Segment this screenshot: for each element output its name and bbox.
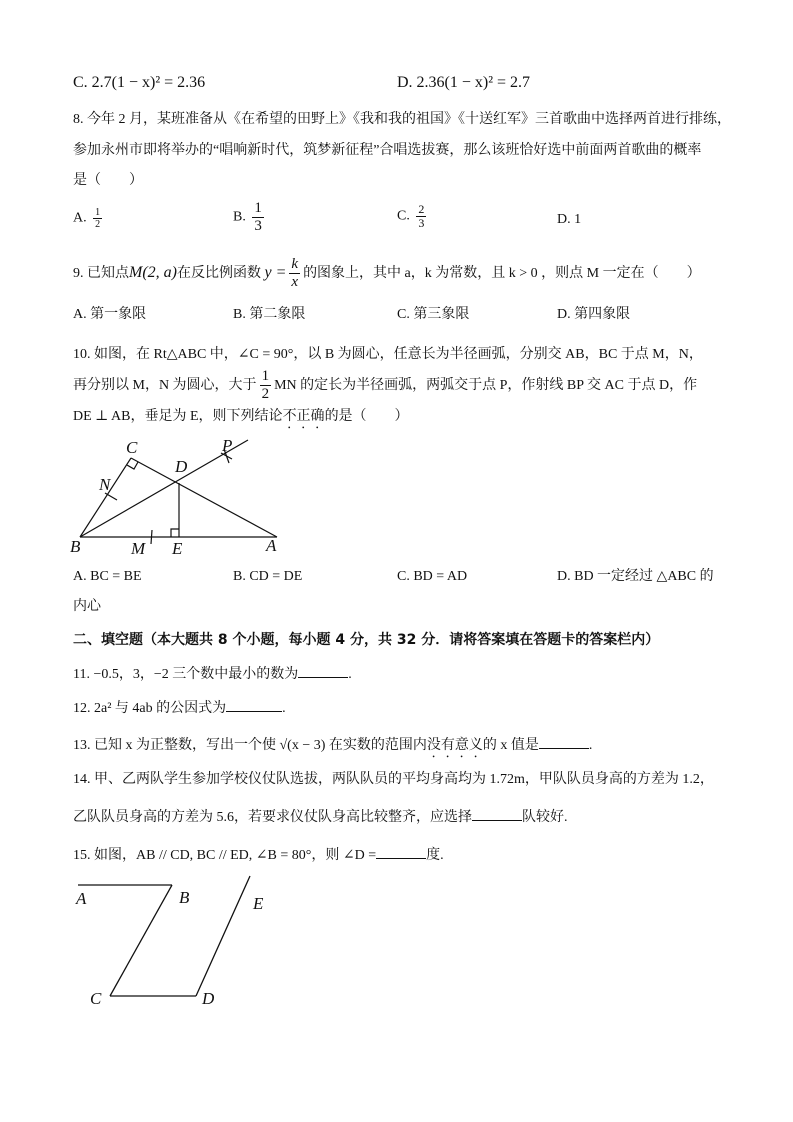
q10-option-d-continued: 内心 [73, 599, 101, 614]
q13-text: 的 x 值是 [482, 738, 539, 753]
q9-function: y = [264, 264, 287, 281]
q10-option-c: C. BD = AD [397, 569, 468, 584]
numerator: 1 [261, 368, 270, 385]
arc-mark-m [151, 530, 152, 544]
numerator: 1 [254, 200, 262, 216]
q9-option-a: A. 第一象限 [73, 307, 147, 322]
q9-option-c: C. 第三象限 [397, 307, 470, 322]
label-b: B [179, 888, 190, 907]
q10-line1: 10. 如图，在 Rt△ABC 中，∠C = 90°，以 B 为圆心，任意长为半径画弧，分别交 AB，BC 于点 M，N， [73, 347, 703, 362]
q14-text: 乙队队员身高的方差为 5.6，若要求仪仗队身高比较整齐，应选择 [73, 810, 472, 825]
label-a: A [76, 889, 87, 908]
section-heading: 二、填空题（本大题共 8 个小题，每小题 4 分，共 32 分．请将答案填在答题卡的答案栏内） [73, 632, 660, 648]
q7-option-d: D. 2.36(1 − x)² = 2.7 [397, 74, 531, 91]
answer-blank[interactable] [298, 663, 348, 678]
denominator: 2 [261, 386, 270, 403]
option-label: B. [233, 209, 246, 225]
q9-text: 9. 已知点 [73, 266, 129, 281]
q9-option-b: B. 第二象限 [233, 307, 306, 322]
q14-line1: 14. 甲、乙两队学生参加学校仪仗队选拔，两队队员的平均身高均为 1.72m，甲队队员身高的方差为 1.2， [73, 772, 714, 787]
q10-emphasis: 不正确 [282, 409, 325, 424]
q8-line2: 参加永州市即将举办的“唱响新时代，筑梦新征程”合唱选拔赛，那么该班恰好选中前面两首歌曲的概率 [73, 143, 702, 158]
label-p: P [222, 436, 233, 455]
q10-option-d: D. BD 一定经过 △ABC 的 [557, 569, 714, 584]
denominator: x [291, 274, 299, 291]
numerator: 1 [95, 207, 101, 218]
q10-text: MN 的定长为半径画弧，两弧交于点 P，作射线 BP 交 AC 于点 D，作 [274, 378, 698, 393]
q10-text: 的是（ ） [324, 409, 409, 424]
q9-point: M(2, a) [129, 264, 177, 281]
q11-text: 11. −0.5，3，−2 三个数中最小的数为 [73, 667, 299, 682]
q8-line3: 是（ ） [73, 173, 143, 188]
q10-option-b: B. CD = DE [233, 569, 303, 584]
q10-text: DE ⊥ AB，垂足为 E，则下列结论 [73, 409, 283, 424]
label-d: D [175, 457, 188, 476]
right-angle-e [171, 529, 179, 537]
label-b: B [70, 537, 81, 556]
q15-text: 15. 如图，AB // CD, BC // ED, ∠B = 80°，则 ∠D = [73, 848, 377, 863]
denominator: 3 [418, 216, 425, 230]
q12 [73, 697, 286, 718]
parallel-figure [78, 876, 250, 996]
segment-bc [80, 458, 131, 537]
denominator: 2 [95, 219, 101, 230]
q13-emphasis: 没有意义 [426, 738, 483, 753]
segment-ca [131, 458, 277, 537]
q10-text: 再分别以 M，N 为圆心，大于 [73, 378, 257, 393]
label-c: C [90, 989, 102, 1008]
q12-text: 12. 2a² 与 4ab 的公因式为 [73, 701, 227, 716]
option-label: C. [397, 208, 410, 224]
answer-blank[interactable] [376, 844, 426, 859]
q9-option-d: D. 第四象限 [557, 307, 631, 322]
q11 [73, 663, 352, 684]
right-angle-c [127, 462, 138, 469]
q13-period: . [588, 738, 593, 753]
q13-text: 13. 已知 x 为正整数，写出一个使 √(x − 3) 在实数的范围内 [73, 738, 427, 753]
label-c: C [126, 438, 138, 457]
label-a: A [266, 536, 277, 555]
q9-text: 的图象上，其中 a，k 为常数，且 k > 0 ，则点 M 一定在（ ） [303, 266, 701, 281]
label-e: E [172, 539, 183, 558]
q14-line2 [73, 806, 568, 827]
q14-text: 队较好. [522, 810, 568, 825]
option-label: A. [73, 210, 87, 226]
label-m: M [131, 539, 146, 558]
q8-option-d: D. 1 [557, 212, 582, 227]
label-d: D [202, 989, 215, 1008]
q15 [73, 844, 444, 865]
label-n: N [99, 475, 111, 494]
numerator: 2 [418, 202, 425, 216]
q13 [73, 734, 592, 761]
q10-option-a: A. BC = BE [73, 569, 142, 584]
q8-line1: 8. 今年 2 月，某班准备从《在希望的田野上》《我和我的祖国》《十送红军》三首歌曲中选择两首进行排练， [73, 112, 731, 127]
answer-blank[interactable] [539, 734, 589, 749]
answer-blank[interactable] [226, 697, 282, 712]
answer-blank[interactable] [472, 806, 522, 821]
segment-bc [110, 885, 172, 996]
q15-text: 度. [426, 848, 444, 863]
denominator: 3 [254, 218, 262, 234]
q9-text: 在反比例函数 [176, 266, 261, 281]
q7-option-c: C. 2.7(1 − x)² = 2.36 [73, 74, 206, 91]
numerator: k [291, 256, 299, 273]
q11-period: . [348, 667, 352, 682]
segment-de [196, 876, 250, 996]
label-e: E [253, 894, 264, 913]
q12-period: . [282, 701, 286, 716]
